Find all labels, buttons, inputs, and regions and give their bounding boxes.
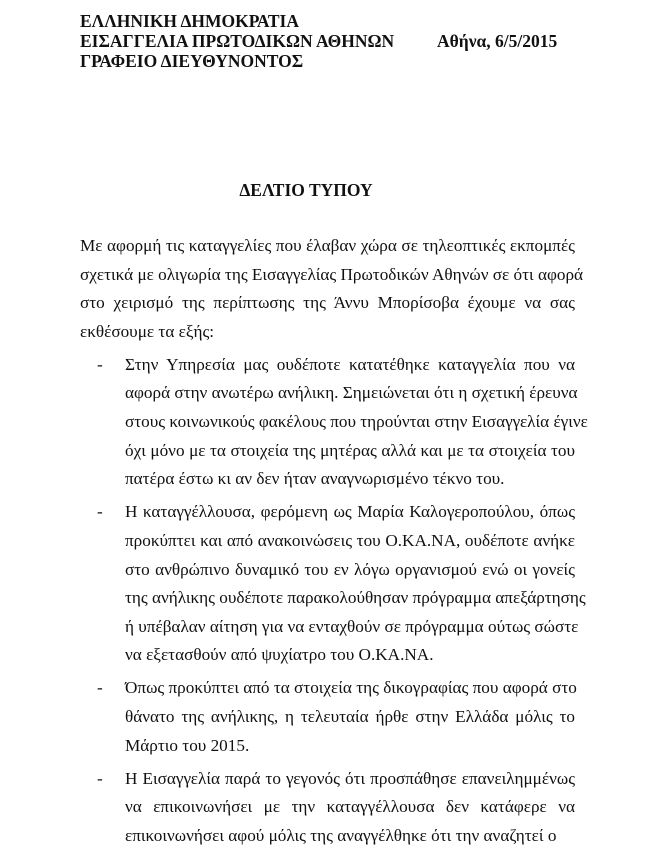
text-line: πατέρα έστω κι αν δεν ήταν αναγνωρισμένο τέκνο του. [125, 469, 505, 489]
text-line: ή υπέβαλαν αίτηση για να ενταχθούν σε πρόγραμμα ούτως σώστε [125, 616, 579, 636]
text-line: στο χειρισμό της περίπτωσης της Άννυ Μπορίσοβα έχουμε να σας [80, 293, 575, 313]
text-line: επικοινωνήσει αφού μόλις της αναγγέλθηκε ότι την αναζητεί ο [125, 825, 557, 845]
text-line: προκύπτει και από ανακοινώσεις του Ο.ΚΑ.ΝΑ, ουδέποτε ανήκε [125, 530, 575, 550]
text-line: αφορά στην ανωτέρω ανήλικη. Σημειώνεται ότι η σχετική έρευνα [125, 383, 578, 403]
text-line: Με αφορμή τις καταγγελίες που έλαβαν χώρα σε τηλεοπτικές εκπομπές [80, 236, 575, 255]
text-line: της ανήλικης ουδέποτε παρακολούθησαν πρόγραμμα απεξάρτησης [125, 588, 586, 608]
bullet-dash: - [97, 354, 103, 374]
text-line: θάνατο της ανήλικης, η τελευταία ήρθε στην Ελλάδα μόλις το [125, 707, 575, 726]
text-line: Η Εισαγγελία παρά το γεγονός ότι προσπάθησε επανειλημμένως [125, 768, 575, 788]
letterhead-line-department: ΓΡΑΦΕΙΟ ΔΙΕΥΘΥΝΟΝΤΟΣ [80, 51, 304, 71]
letterhead-line-office: ΕΙΣΑΓΓΕΛΙΑ ΠΡΩΤΟΔΙΚΩΝ ΑΘΗΝΩΝ [80, 31, 395, 51]
text-line: να επικοινωνήσει με την καταγγέλλουσα δεν κατάφερε να [125, 797, 575, 817]
document-title: ΔΕΛΤΙΟ ΤΥΠΟΥ [239, 180, 373, 200]
bullet-item [80, 498, 586, 670]
text-line: στο ανθρώπινο δυναμικό του εν λόγω οργανισμού ενώ οι γονείς [125, 559, 575, 579]
bullet-item [80, 765, 575, 851]
intro-paragraph [80, 232, 584, 346]
text-line: εκθέσουμε τα εξής: [80, 321, 215, 341]
bullet-item [80, 351, 588, 494]
text-line: Στην Υπηρεσία μας ουδέποτε κατατέθηκε καταγγελία που να [125, 354, 575, 374]
text-line: στους κοινωνικούς φακέλους που τηρούνται στην Εισαγγελία έγινε [125, 412, 588, 432]
text-line: Μάρτιο του 2015. [125, 735, 250, 755]
text-line: Όπως προκύπτει από τα στοιχεία της δικογραφίας που αφορά στο [125, 678, 577, 698]
text-line: να εξετασθούν από ψυχίατρο του Ο.ΚΑ.ΝΑ. [125, 645, 434, 665]
letterhead-line-country: ΕΛΛΗΝΙΚΗ ΔΗΜΟΚΡΑΤΙΑ [80, 11, 299, 31]
bullet-dash: - [97, 502, 103, 522]
letterhead [80, 11, 394, 71]
bullet-dash: - [97, 678, 103, 698]
text-line: όχι μόνο με τα στοιχεία της μητέρας αλλά και με τα στοιχεία του [125, 440, 575, 460]
text-line: Η καταγγέλλουσα, φερόμενη ως Μαρία Καλογεροπούλου, όπως [125, 502, 575, 522]
bullet-dash: - [97, 768, 103, 788]
text-line: σχετικά με ολιγωρία της Εισαγγελίας Πρωτοδικών Αθηνών σε ότι αφορά [80, 264, 584, 284]
document-date: Αθήνα, 6/5/2015 [437, 31, 558, 51]
bullet-item [80, 674, 575, 760]
document-body [80, 232, 588, 850]
